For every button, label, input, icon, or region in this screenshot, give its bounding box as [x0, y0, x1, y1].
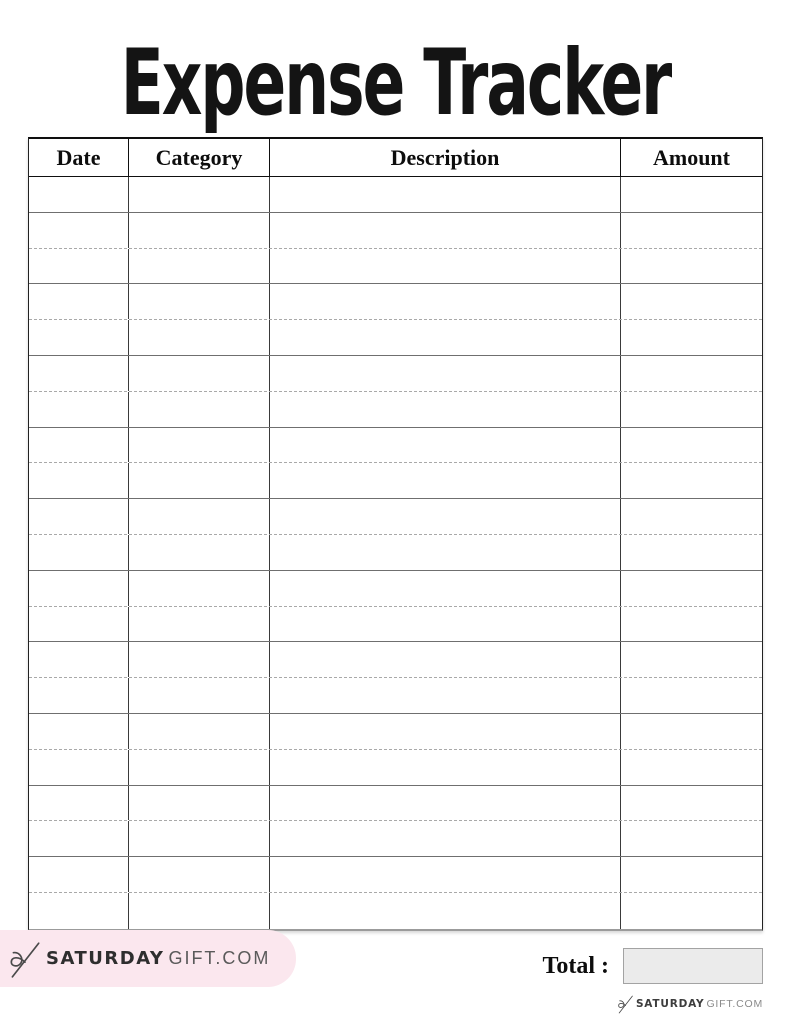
- table-body: [29, 177, 762, 929]
- watermark-text-bold: SATURDAY: [635, 998, 705, 1010]
- table-cell[interactable]: [29, 714, 129, 749]
- table-cell[interactable]: [129, 320, 270, 355]
- table-cell[interactable]: [129, 428, 270, 463]
- table-cell[interactable]: [129, 213, 270, 248]
- table-row: [29, 857, 762, 893]
- table-cell[interactable]: [29, 463, 129, 498]
- total-amount-field[interactable]: [623, 948, 763, 984]
- table-cell[interactable]: [621, 356, 762, 391]
- table-cell[interactable]: [270, 213, 621, 248]
- table-row: [29, 893, 762, 929]
- table-cell[interactable]: [270, 714, 621, 749]
- table-cell[interactable]: [270, 821, 621, 856]
- saturdaygift-watermark: [617, 994, 763, 1014]
- total-row: [0, 948, 763, 984]
- table-cell[interactable]: [29, 177, 129, 212]
- watermark-text-light: GIFT.COM: [706, 998, 763, 1010]
- table-row: [29, 571, 762, 607]
- table-row: [29, 392, 762, 428]
- table-row: [29, 284, 762, 320]
- table-cell[interactable]: [621, 678, 762, 713]
- table-cell[interactable]: [29, 857, 129, 892]
- table-cell[interactable]: [621, 535, 762, 570]
- table-cell[interactable]: [129, 499, 270, 534]
- column-header-category: Category: [129, 139, 270, 176]
- table-cell[interactable]: [129, 535, 270, 570]
- table-row: [29, 463, 762, 499]
- table-cell[interactable]: [29, 213, 129, 248]
- table-cell[interactable]: [621, 284, 762, 319]
- column-header-amount: Amount: [652, 144, 730, 170]
- logo-text-light: GIFT.COM: [168, 948, 271, 968]
- table-row: [29, 499, 762, 535]
- table-cell[interactable]: [270, 678, 621, 713]
- table-cell[interactable]: [270, 571, 621, 606]
- table-cell[interactable]: [270, 750, 621, 785]
- table-cell[interactable]: [270, 177, 621, 212]
- table-cell[interactable]: [621, 786, 762, 821]
- table-cell[interactable]: [29, 535, 129, 570]
- table-cell[interactable]: [129, 356, 270, 391]
- table-cell[interactable]: [29, 893, 129, 929]
- table-cell[interactable]: [270, 356, 621, 391]
- table-cell[interactable]: [621, 893, 762, 929]
- table-cell[interactable]: [270, 786, 621, 821]
- scissors-icon: [617, 994, 634, 1014]
- table-cell[interactable]: [270, 249, 621, 284]
- table-cell[interactable]: [129, 786, 270, 821]
- table-cell[interactable]: [129, 750, 270, 785]
- table-cell[interactable]: [270, 463, 621, 498]
- table-cell[interactable]: [129, 857, 270, 892]
- table-cell[interactable]: [29, 607, 129, 642]
- table-row: [29, 678, 762, 714]
- table-cell[interactable]: [270, 535, 621, 570]
- table-row: [29, 177, 762, 213]
- table-cell[interactable]: [29, 249, 129, 284]
- table-cell[interactable]: [29, 571, 129, 606]
- table-cell[interactable]: [129, 392, 270, 427]
- table-cell[interactable]: [29, 284, 129, 319]
- table-cell[interactable]: [129, 821, 270, 856]
- table-header-row: [29, 139, 762, 177]
- table-cell[interactable]: [129, 284, 270, 319]
- table-cell[interactable]: [621, 642, 762, 677]
- table-cell[interactable]: [621, 857, 762, 892]
- table-cell[interactable]: [270, 320, 621, 355]
- table-row: [29, 821, 762, 857]
- table-cell[interactable]: [270, 392, 621, 427]
- table-cell[interactable]: [270, 857, 621, 892]
- page-title: Expense Tracker: [120, 30, 671, 136]
- expense-table: [28, 137, 763, 931]
- table-cell[interactable]: [270, 284, 621, 319]
- table-cell[interactable]: [621, 499, 762, 534]
- column-header-description: Description: [270, 139, 621, 176]
- total-label: Total :: [542, 952, 609, 979]
- table-cell[interactable]: [621, 571, 762, 606]
- table-row: [29, 786, 762, 822]
- table-cell[interactable]: [270, 499, 621, 534]
- table-cell[interactable]: [129, 607, 270, 642]
- table-cell[interactable]: [270, 428, 621, 463]
- table-cell[interactable]: [621, 392, 762, 427]
- table-cell[interactable]: [29, 428, 129, 463]
- table-cell[interactable]: [129, 642, 270, 677]
- table-row: [29, 356, 762, 392]
- table-cell[interactable]: [29, 499, 129, 534]
- table-cell[interactable]: [129, 571, 270, 606]
- table-row: [29, 428, 762, 464]
- table-cell[interactable]: [621, 249, 762, 284]
- table-cell[interactable]: [129, 249, 270, 284]
- table-cell[interactable]: [621, 463, 762, 498]
- table-cell[interactable]: [621, 177, 762, 212]
- table-cell[interactable]: [129, 714, 270, 749]
- table-cell[interactable]: [29, 356, 129, 391]
- table-cell[interactable]: [29, 320, 129, 355]
- table-cell[interactable]: [621, 213, 762, 248]
- table-cell[interactable]: [29, 642, 129, 677]
- table-cell[interactable]: [270, 607, 621, 642]
- table-cell[interactable]: [129, 177, 270, 212]
- table-row: [29, 607, 762, 643]
- table-row: [29, 642, 762, 678]
- table-cell[interactable]: [129, 893, 270, 929]
- table-cell[interactable]: [270, 893, 621, 929]
- table-cell[interactable]: [621, 320, 762, 355]
- table-cell[interactable]: [29, 392, 129, 427]
- table-row: [29, 213, 762, 249]
- table-cell[interactable]: [621, 607, 762, 642]
- table-row: [29, 535, 762, 571]
- table-row: [29, 714, 762, 750]
- table-cell[interactable]: [129, 463, 270, 498]
- table-cell[interactable]: [270, 642, 621, 677]
- table-cell[interactable]: [621, 428, 762, 463]
- table-cell[interactable]: [29, 821, 129, 856]
- table-cell[interactable]: [621, 714, 762, 749]
- table-cell[interactable]: [621, 750, 762, 785]
- table-row: [29, 750, 762, 786]
- table-cell[interactable]: [129, 678, 270, 713]
- table-cell[interactable]: [29, 678, 129, 713]
- table-cell[interactable]: [29, 786, 129, 821]
- table-cell[interactable]: [29, 750, 129, 785]
- table-cell[interactable]: [621, 821, 762, 856]
- table-row: [29, 320, 762, 356]
- column-header-date: Date: [29, 139, 129, 176]
- logo-text-bold: SATURDAY: [46, 948, 165, 969]
- table-row: [29, 249, 762, 285]
